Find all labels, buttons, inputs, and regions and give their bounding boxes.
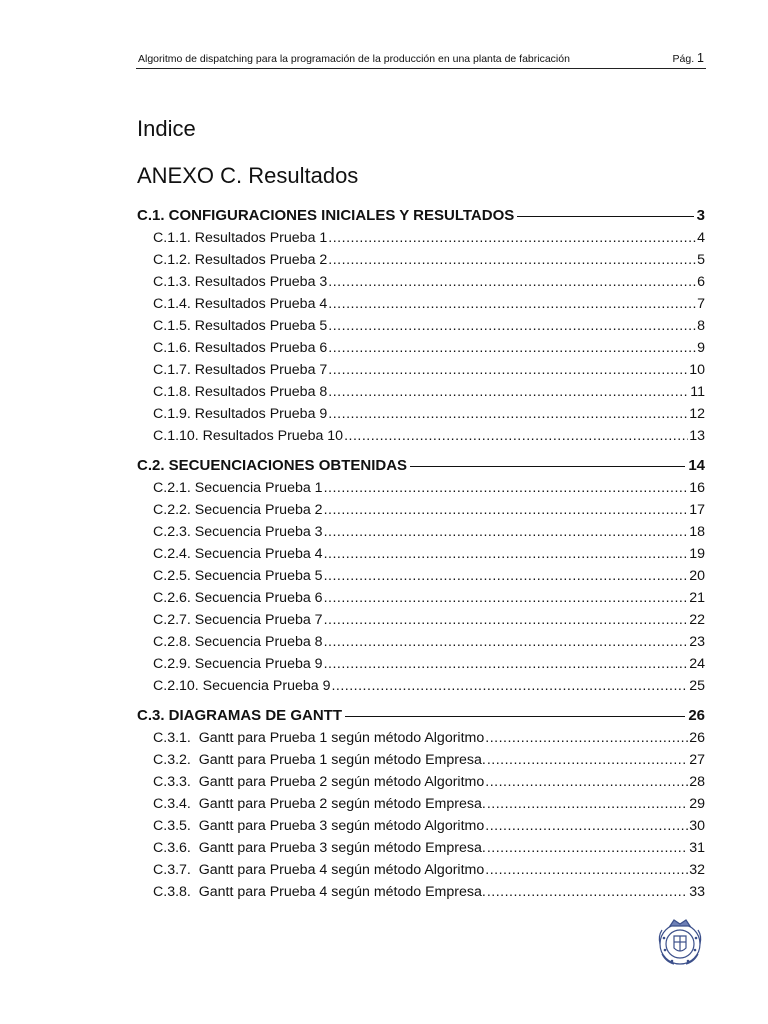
toc-leader — [328, 381, 689, 403]
toc-entry[interactable] — [137, 631, 705, 653]
toc-leader — [328, 227, 696, 249]
toc-leader — [324, 521, 689, 543]
toc-entry-page: 31 — [689, 840, 705, 856]
toc-leader — [324, 587, 689, 609]
toc-entry-page: 21 — [689, 590, 705, 606]
toc-entry-label: C.3.6. Gantt para Prueba 3 según método Empresa. — [153, 840, 486, 856]
toc-leader — [485, 859, 688, 881]
toc-entry-label: C.3.8. Gantt para Prueba 4 según método Empresa. — [153, 884, 486, 900]
toc-entry-page: 22 — [689, 612, 705, 628]
toc-leader — [487, 837, 688, 859]
toc-entry-label: C.1.10. Resultados Prueba 10 — [153, 428, 344, 444]
toc-leader — [324, 543, 689, 565]
toc-leader — [331, 675, 688, 697]
toc-leader — [487, 881, 688, 903]
toc-section-rule — [517, 216, 693, 217]
university-seal-icon — [652, 914, 708, 970]
toc-leader — [324, 653, 689, 675]
toc-entry-page: 19 — [689, 546, 705, 562]
toc-entry-page: 30 — [689, 818, 705, 834]
toc-leader — [324, 477, 689, 499]
toc-entry-page: 29 — [689, 796, 705, 812]
toc-entry-page: 18 — [689, 524, 705, 540]
toc-entry-page: 16 — [689, 480, 705, 496]
toc-section-label: C.1. CONFIGURACIONES INICIALES Y RESULTADOS — [137, 207, 515, 224]
toc-entry-label: C.1.4. Resultados Prueba 4 — [153, 296, 328, 312]
toc-entry-label: C.3.7. Gantt para Prueba 4 según método Algoritmo — [153, 862, 485, 878]
toc-entry[interactable] — [137, 609, 705, 631]
toc-entry[interactable] — [137, 837, 705, 859]
toc-entry-label: C.1.2. Resultados Prueba 2 — [153, 252, 328, 268]
toc-entry[interactable] — [137, 793, 705, 815]
toc-entry-page: 10 — [689, 362, 705, 378]
toc-entry-page: 17 — [689, 502, 705, 518]
toc-entry[interactable] — [137, 249, 705, 271]
running-header — [136, 50, 706, 69]
toc-entry-page: 33 — [689, 884, 705, 900]
toc-entry[interactable] — [137, 271, 705, 293]
toc-entry-page: 24 — [689, 656, 705, 672]
toc-entry[interactable] — [137, 565, 705, 587]
toc-entry-label: C.1.7. Resultados Prueba 7 — [153, 362, 328, 378]
toc-entry[interactable] — [137, 859, 705, 881]
toc-entry-page: 6 — [697, 274, 705, 290]
toc-entry[interactable] — [137, 881, 705, 903]
section-spacer — [137, 447, 705, 455]
toc-leader — [485, 727, 688, 749]
toc-leader — [328, 293, 696, 315]
toc-entry[interactable] — [137, 749, 705, 771]
toc-section-page: 3 — [696, 207, 705, 224]
toc-leader — [328, 337, 696, 359]
toc-entry-label: C.2.9. Secuencia Prueba 9 — [153, 656, 323, 672]
toc-section[interactable] — [137, 705, 705, 727]
toc-leader — [487, 793, 688, 815]
toc-leader — [328, 271, 696, 293]
toc-entry-label: C.2.1. Secuencia Prueba 1 — [153, 480, 323, 496]
index-heading: Indice — [137, 116, 196, 141]
toc-entry[interactable] — [137, 771, 705, 793]
toc-section[interactable] — [137, 205, 705, 227]
toc-entry-label: C.3.3. Gantt para Prueba 2 según método Algoritmo — [153, 774, 485, 790]
toc-section-label: C.2. SECUENCIACIONES OBTENIDAS — [137, 457, 408, 474]
toc-leader — [485, 771, 688, 793]
toc-entry[interactable] — [137, 477, 705, 499]
toc-entry-label: C.2.7. Secuencia Prueba 7 — [153, 612, 323, 628]
section-spacer — [137, 697, 705, 705]
toc-entry-label: C.1.9. Resultados Prueba 9 — [153, 406, 328, 422]
toc-entry[interactable] — [137, 315, 705, 337]
toc-entry-page: 23 — [689, 634, 705, 650]
toc-entry-page: 11 — [690, 384, 705, 400]
toc-entry-page: 5 — [697, 252, 705, 268]
toc-section-page: 26 — [688, 707, 705, 724]
toc-leader — [324, 565, 689, 587]
toc-entry-label: C.1.3. Resultados Prueba 3 — [153, 274, 328, 290]
toc-leader — [328, 315, 696, 337]
toc-entry-label: C.3.5. Gantt para Prueba 3 según método Algoritmo — [153, 818, 485, 834]
toc-entry-label: C.3.1. Gantt para Prueba 1 según método Algoritmo — [153, 730, 485, 746]
toc-entry-label: C.1.5. Resultados Prueba 5 — [153, 318, 328, 334]
toc-section[interactable] — [137, 455, 705, 477]
toc-entry-page: 28 — [689, 774, 705, 790]
toc-entry[interactable] — [137, 337, 705, 359]
header-page-label: Pág. — [672, 53, 695, 65]
toc-section-page: 14 — [688, 457, 705, 474]
toc-leader — [328, 249, 696, 271]
toc-leader — [485, 815, 688, 837]
toc-leader — [324, 609, 689, 631]
toc-leader — [328, 359, 688, 381]
toc-section-label: C.3. DIAGRAMAS DE GANTT — [137, 707, 343, 724]
toc-entry[interactable] — [137, 521, 705, 543]
toc-entry[interactable] — [137, 815, 705, 837]
toc-entry-label: C.1.6. Resultados Prueba 6 — [153, 340, 328, 356]
toc-entry-label: C.2.6. Secuencia Prueba 6 — [153, 590, 323, 606]
toc-entry[interactable] — [137, 675, 705, 697]
seal-graphic — [652, 914, 708, 970]
toc-entry[interactable] — [137, 543, 705, 565]
toc-entry-page: 8 — [697, 318, 705, 334]
toc-entry-label: C.2.2. Secuencia Prueba 2 — [153, 502, 323, 518]
toc-entry-page: 26 — [689, 730, 705, 746]
annex-heading: ANEXO C. Resultados — [137, 163, 359, 188]
toc-leader — [324, 631, 689, 653]
toc-entry[interactable] — [137, 653, 705, 675]
toc-entry[interactable] — [137, 727, 705, 749]
toc-entry[interactable] — [137, 381, 705, 403]
table-of-contents — [137, 205, 705, 903]
toc-entry[interactable] — [137, 425, 705, 447]
toc-entry-page: 4 — [697, 230, 705, 246]
toc-entry-label: C.2.3. Secuencia Prueba 3 — [153, 524, 323, 540]
toc-section-rule — [345, 716, 685, 717]
toc-section-rule — [410, 466, 685, 467]
toc-entry-label: C.1.8. Resultados Prueba 8 — [153, 384, 328, 400]
header-title: Algoritmo de dispatching para la programación de la producción en una planta de fabricación — [138, 53, 570, 65]
toc-entry-page: 32 — [689, 862, 705, 878]
toc-entry-page: 13 — [689, 428, 705, 444]
toc-entry-label: C.2.8. Secuencia Prueba 8 — [153, 634, 323, 650]
toc-entry[interactable] — [137, 293, 705, 315]
header-page — [673, 51, 704, 65]
toc-entry-label: C.3.4. Gantt para Prueba 2 según método Empresa. — [153, 796, 486, 812]
toc-entry-page: 12 — [689, 406, 705, 422]
toc-entry-page: 20 — [689, 568, 705, 584]
toc-leader — [328, 403, 688, 425]
toc-entry-label: C.2.4. Secuencia Prueba 4 — [153, 546, 323, 562]
toc-entry[interactable] — [137, 359, 705, 381]
toc-entry-label: C.1.1. Resultados Prueba 1 — [153, 230, 328, 246]
toc-entry-page: 25 — [689, 678, 705, 694]
header-page-number: 1 — [697, 51, 704, 65]
toc-entry-page: 27 — [689, 752, 705, 768]
toc-entry-label: C.2.10. Secuencia Prueba 9 — [153, 678, 331, 694]
toc-entry-label: C.2.5. Secuencia Prueba 5 — [153, 568, 323, 584]
toc-entry-page: 7 — [697, 296, 705, 312]
toc-entry-label: C.3.2. Gantt para Prueba 1 según método Empresa. — [153, 752, 486, 768]
toc-leader — [324, 499, 689, 521]
toc-leader — [344, 425, 688, 447]
toc-entry[interactable] — [137, 227, 705, 249]
toc-entry[interactable] — [137, 499, 705, 521]
toc-entry[interactable] — [137, 587, 705, 609]
toc-entry-page: 9 — [697, 340, 705, 356]
toc-leader — [487, 749, 688, 771]
toc-entry[interactable] — [137, 403, 705, 425]
